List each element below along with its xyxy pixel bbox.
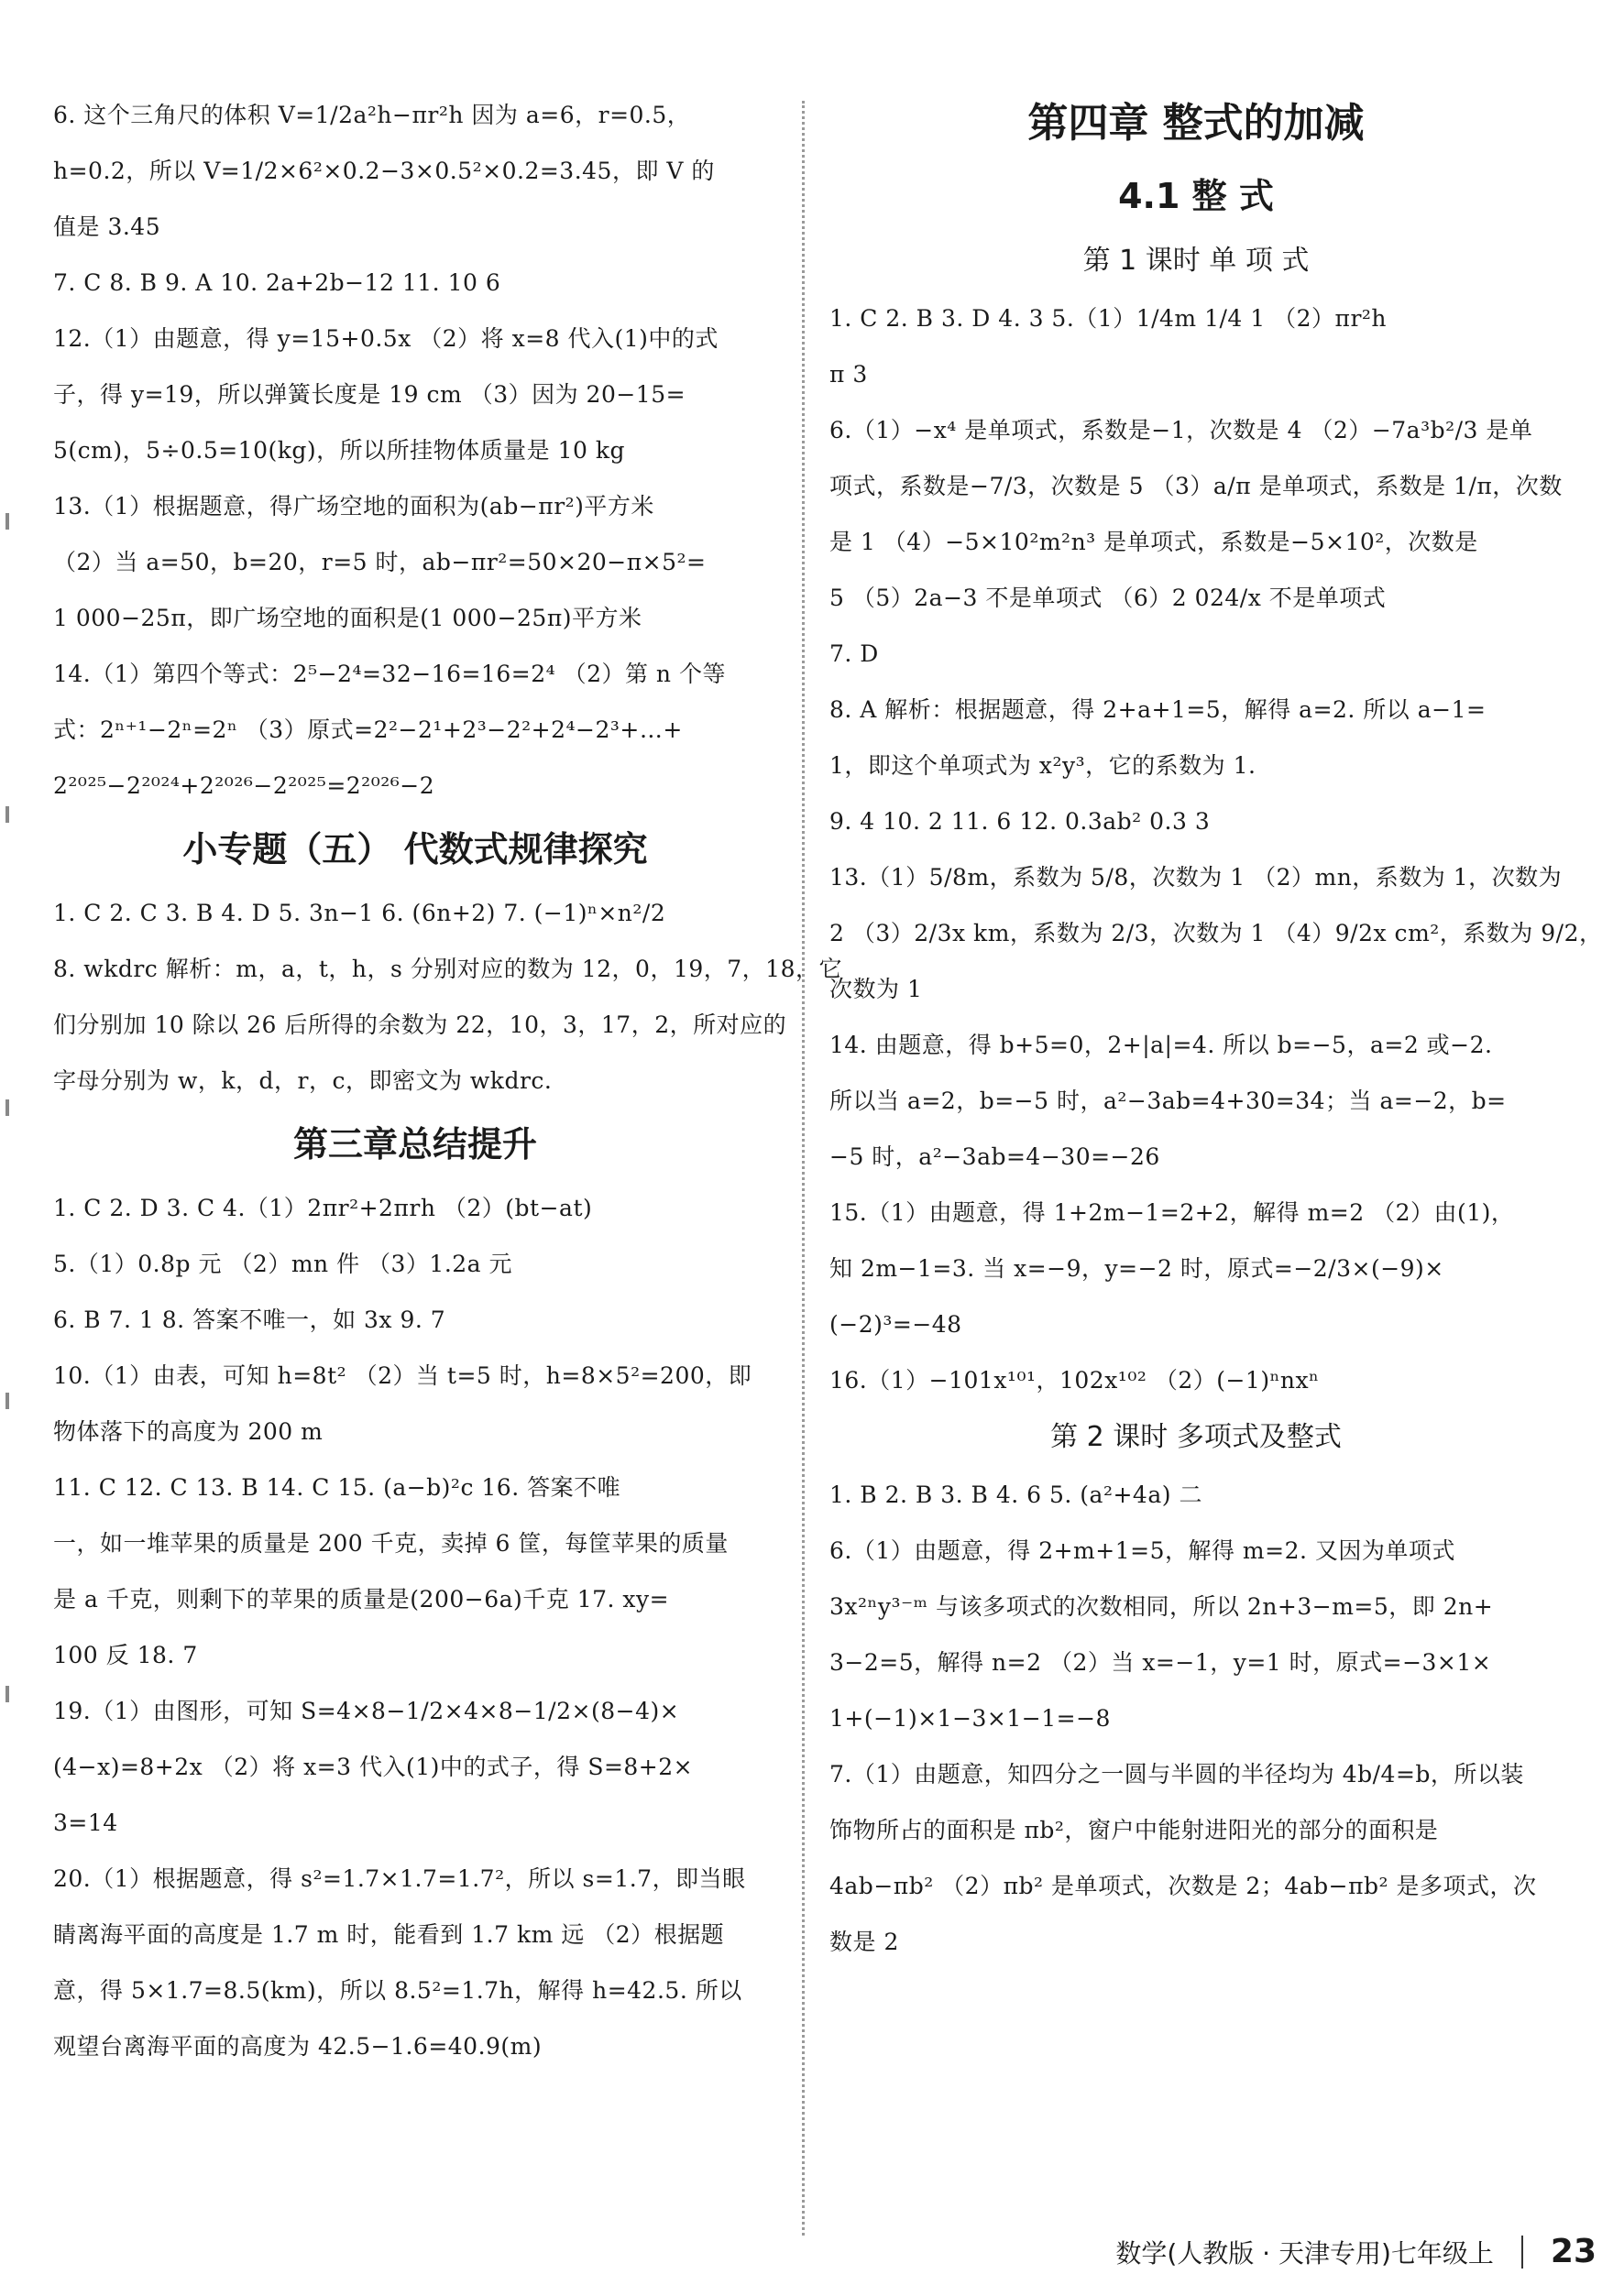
- answer-line: 10.（1）由表，可知 h=8t² （2）当 t=5 时，h=8×5²=200，即: [53, 1362, 752, 1389]
- answer-line: 6. 这个三角尺的体积 V=1/2a²h−πr²h 因为 a=6，r=0.5，: [53, 102, 691, 128]
- section-heading: 第三章总结提升: [292, 1124, 537, 1164]
- section-heading: 4.1 整 式: [1118, 176, 1274, 216]
- answer-line: (−2)³=−48: [829, 1311, 962, 1338]
- answer-line: 4ab−πb² （2）πb² 是单项式，次数是 2；4ab−πb² 是多项式，次: [829, 1873, 1537, 1899]
- answer-line: 5.（1）0.8p 元 （2）mn 件 （3）1.2a 元: [53, 1251, 513, 1277]
- answer-line: 7.（1）由题意，知四分之一圆与半圆的半径均为 4b/4=b，所以装: [829, 1761, 1524, 1788]
- answer-line: 13.（1）5/8m，系数为 5/8，次数为 1 （2）mn，系数为 1，次数为: [829, 864, 1563, 891]
- answer-line: −5 时，a²−3ab=4−30=−26: [829, 1143, 1160, 1170]
- answer-line: 值是 3.45: [53, 213, 161, 240]
- left-column: [53, 87, 842, 2074]
- answer-line: 1. C 2. D 3. C 4.（1）2πr²+2πrh （2）(bt−at): [53, 1195, 593, 1221]
- answer-line: 8. wkdrc 解析：m，a，t，h，s 分别对应的数为 12，0，19，7，18，它: [53, 956, 842, 982]
- answer-line: 物体落下的高度为 200 m: [53, 1418, 324, 1445]
- answer-line: 1. C 2. B 3. D 4. 3 5.（1）1/4m 1/4 1 （2）πr²h: [829, 305, 1388, 332]
- answer-line: 子，得 y=19，所以弹簧长度是 19 cm （3）因为 20−15=: [53, 381, 686, 408]
- answer-line: 是 a 千克，则剩下的苹果的质量是(200−6a)千克 17. xy=: [53, 1586, 670, 1613]
- answer-line: 1，即这个单项式为 x²y³，它的系数为 1.: [829, 752, 1256, 779]
- answer-line: 2 （3）2/3x km，系数为 2/3，次数为 1 （4）9/2x cm²，系数为 9/2，: [829, 920, 1603, 946]
- answer-line: 14.（1）第四个等式：2⁵−2⁴=32−16=16=2⁴ （2）第 n 个等: [53, 661, 726, 687]
- answer-line: 6. B 7. 1 8. 答案不唯一，如 3x 9. 7: [53, 1307, 446, 1333]
- answer-line: 1 000−25π，即广场空地的面积是(1 000−25π)平方米: [53, 605, 642, 631]
- section-heading: 第 2 课时 多项式及整式: [1050, 1421, 1342, 1453]
- answer-line: π 3: [829, 361, 868, 388]
- section-heading: 第四章 整式的加减: [1027, 100, 1365, 147]
- answer-line: 意，得 5×1.7=8.5(km)，所以 8.5²=1.7h，解得 h=42.5. 所以: [53, 1977, 742, 2004]
- answer-line: 一，如一堆苹果的质量是 200 千克，卖掉 6 筐，每筐苹果的质量: [53, 1530, 729, 1557]
- answer-line: 1+(−1)×1−3×1−1=−8: [829, 1705, 1111, 1732]
- answer-line: 3=14: [53, 1809, 118, 1836]
- answer-line: 3−2=5，解得 n=2 （2）当 x=−1，y=1 时，原式=−3×1×: [829, 1649, 1492, 1676]
- answer-line: 16.（1）−101x¹⁰¹，102x¹⁰² （2）(−1)ⁿnxⁿ: [829, 1367, 1320, 1394]
- answer-line: 项式，系数是−7/3，次数是 5 （3）a/π 是单项式，系数是 1/π，次数: [829, 473, 1563, 499]
- answer-line: 睛离海平面的高度是 1.7 m 时，能看到 1.7 km 远 （2）根据题: [53, 1921, 725, 1948]
- answer-line: 12.（1）由题意，得 y=15+0.5x （2）将 x=8 代入(1)中的式: [53, 325, 719, 352]
- answer-line: (4−x)=8+2x （2）将 x=3 代入(1)中的式子，得 S=8+2×: [53, 1754, 694, 1780]
- answer-line: 饰物所占的面积是 πb²，窗户中能射进阳光的部分的面积是: [829, 1817, 1439, 1843]
- answer-line: （2）当 a=50，b=20，r=5 时，ab−πr²=50×20−π×5²=: [53, 549, 707, 575]
- answer-line: 6.（1）−x⁴ 是单项式，系数是−1，次数是 4 （2）−7a³b²/3 是单: [829, 417, 1533, 443]
- page-number: 23: [1550, 2233, 1597, 2270]
- answer-line: 15.（1）由题意，得 1+2m−1=2+2，解得 m=2 （2）由(1)，: [829, 1199, 1515, 1226]
- right-column: [829, 87, 1603, 1970]
- answer-line: 字母分别为 w，k，d，r，c，即密文为 wkdrc.: [53, 1067, 553, 1094]
- answer-line: 次数为 1: [829, 976, 923, 1002]
- answer-line: 19.（1）由图形，可知 S=4×8−1/2×4×8−1/2×(8−4)×: [53, 1698, 680, 1724]
- column-divider: [802, 101, 805, 2236]
- answer-line: 3x²ⁿy³⁻ᵐ 与该多项式的次数相同，所以 2n+3−m=5，即 2n+: [829, 1593, 1494, 1620]
- answer-line: 5(cm)，5÷0.5=10(kg)，所以所挂物体质量是 10 kg: [53, 437, 626, 464]
- answer-line: 7. D: [829, 640, 879, 667]
- footer-separator: [1521, 2236, 1523, 2269]
- binding-marks: [5, 0, 13, 2296]
- answer-line: 20.（1）根据题意，得 s²=1.7×1.7=1.7²，所以 s=1.7，即当眼: [53, 1865, 746, 1892]
- answer-line: 2²⁰²⁵−2²⁰²⁴+2²⁰²⁶−2²⁰²⁵=2²⁰²⁶−2: [53, 772, 435, 799]
- answer-line: 100 反 18. 7: [53, 1642, 198, 1668]
- section-heading: 小专题（五） 代数式规律探究: [182, 829, 648, 869]
- answer-line: 所以当 a=2，b=−5 时，a²−3ab=4+30=34；当 a=−2，b=: [829, 1088, 1507, 1114]
- section-heading: 第 1 课时 单 项 式: [1082, 245, 1310, 277]
- answer-line: 知 2m−1=3. 当 x=−9，y=−2 时，原式=−2/3×(−9)×: [829, 1255, 1444, 1282]
- answer-line: 式：2ⁿ⁺¹−2ⁿ=2ⁿ （3）原式=2²−2¹+2³−2²+2⁴−2³+…+: [53, 716, 683, 743]
- answer-line: 6.（1）由题意，得 2+m+1=5，解得 m=2. 又因为单项式: [829, 1537, 1455, 1564]
- answer-line: 是 1 （4）−5×10²m²n³ 是单项式，系数是−5×10²，次数是: [829, 529, 1478, 555]
- answer-line: 7. C 8. B 9. A 10. 2a+2b−12 11. 10 6: [53, 269, 501, 296]
- answer-line: 8. A 解析：根据题意，得 2+a+1=5，解得 a=2. 所以 a−1=: [829, 696, 1487, 723]
- answer-line: h=0.2，所以 V=1/2×6²×0.2−3×0.5²×0.2=3.45，即 V 的: [53, 158, 715, 184]
- answer-line: 1. C 2. C 3. B 4. D 5. 3n−1 6. (6n+2) 7. (−1)ⁿ×n²/2: [53, 900, 666, 926]
- book-title: 数学(人教版 · 天津专用)七年级上: [1115, 2237, 1494, 2269]
- answer-line: 观望台离海平面的高度为 42.5−1.6=40.9(m): [53, 2033, 543, 2060]
- answer-line: 数是 2: [829, 1929, 899, 1955]
- answer-line: 11. C 12. C 13. B 14. C 15. (a−b)²c 16. 答案不唯: [53, 1474, 621, 1501]
- answer-line: 5 （5）2a−3 不是单项式 （6）2 024/x 不是单项式: [829, 585, 1387, 611]
- answer-line: 9. 4 10. 2 11. 6 12. 0.3ab² 0.3 3: [829, 808, 1211, 835]
- answer-line: 13.（1）根据题意，得广场空地的面积为(ab−πr²)平方米: [53, 493, 654, 519]
- answer-line: 们分别加 10 除以 26 后所得的余数为 22，10，3，17，2，所对应的: [53, 1011, 787, 1038]
- answer-line: 1. B 2. B 3. B 4. 6 5. (a²+4a) 二: [829, 1481, 1202, 1508]
- page-footer: [1115, 2233, 1597, 2270]
- answer-line: 14. 由题意，得 b+5=0，2+|a|=4. 所以 b=−5，a=2 或−2.: [829, 1032, 1493, 1058]
